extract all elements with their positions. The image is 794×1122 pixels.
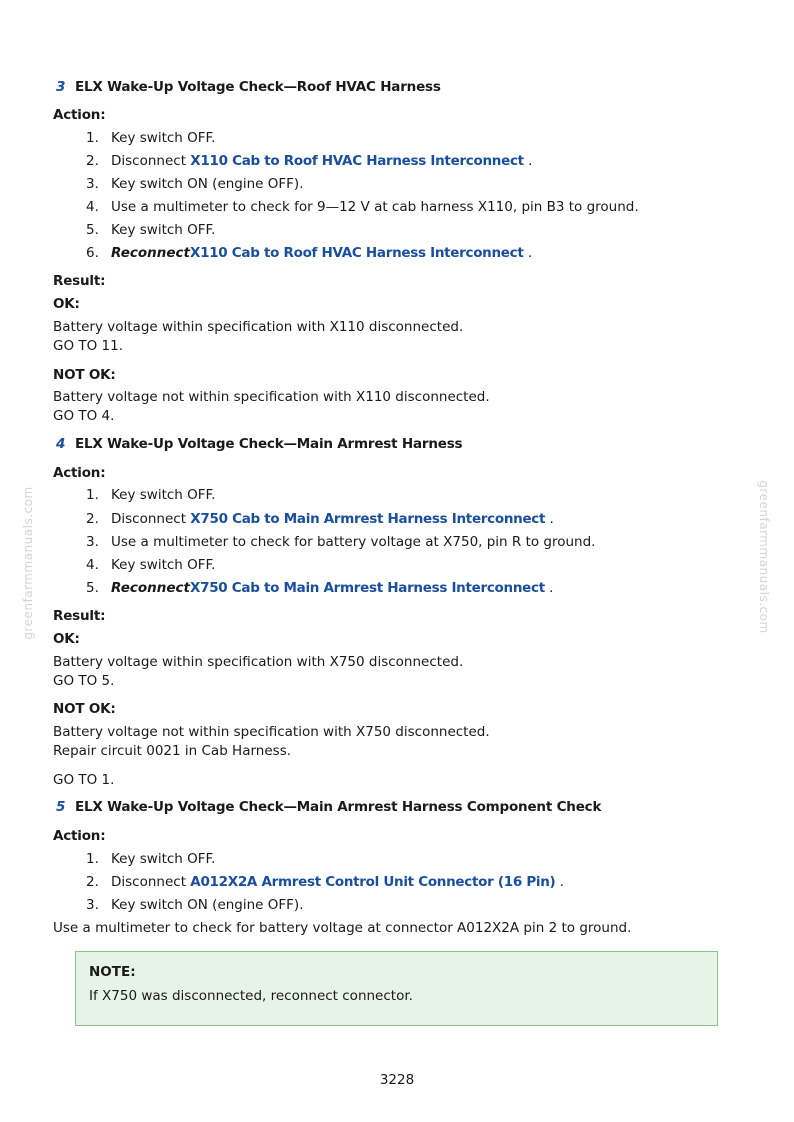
note-title: NOTE: xyxy=(89,964,136,980)
ok-label: OK: xyxy=(53,631,80,647)
step-3-heading xyxy=(56,79,441,95)
list-item xyxy=(86,580,553,596)
item-number: 3. xyxy=(86,176,99,192)
action-label: Action: xyxy=(53,107,106,123)
item-number: 2. xyxy=(86,153,99,169)
list-item xyxy=(86,874,564,890)
item-text: Key switch ON (engine OFF). xyxy=(111,897,304,913)
item-number: 5. xyxy=(86,580,99,596)
item-text: Key switch OFF. xyxy=(111,557,216,573)
list-item xyxy=(86,153,532,169)
list-item xyxy=(86,222,215,238)
action-label: Action: xyxy=(53,465,106,481)
repair-text: Repair circuit 0021 in Cab Harness. xyxy=(53,743,292,759)
page-number: 3228 xyxy=(379,1072,415,1088)
step-number: 3 xyxy=(56,79,66,95)
item-number: 3. xyxy=(86,897,99,913)
not-ok-goto: GO TO 4. xyxy=(53,408,115,424)
item-text: Key switch OFF. xyxy=(111,487,216,503)
ok-goto: GO TO 11. xyxy=(53,338,124,354)
item-text: Key switch OFF. xyxy=(111,130,216,146)
item-text: Disconnect xyxy=(111,874,191,890)
ok-text: Battery voltage within specification with X110 disconnected. xyxy=(53,319,464,335)
step-number: 4 xyxy=(56,436,66,452)
step-title: ELX Wake-Up Voltage Check—Main Armrest Harness xyxy=(75,436,463,452)
list-item xyxy=(86,199,639,215)
connector-link[interactable]: X750 Cab to Main Armrest Harness Interconnect xyxy=(190,511,546,527)
item-number: 1. xyxy=(86,487,99,503)
list-item xyxy=(86,245,532,261)
item-text: Key switch ON (engine OFF). xyxy=(111,176,304,192)
list-item xyxy=(86,130,215,146)
item-emphasis: Reconnect xyxy=(111,580,190,596)
item-number: 4. xyxy=(86,199,99,215)
watermark-left: greenfarmmanuals.com xyxy=(21,486,35,640)
ok-label: OK: xyxy=(53,296,80,312)
list-item xyxy=(86,534,595,550)
goto-text: GO TO 1. xyxy=(53,772,115,788)
item-suffix: . xyxy=(523,153,533,169)
connector-link[interactable]: X110 Cab to Roof HVAC Harness Interconnect xyxy=(190,245,524,261)
connector-link[interactable]: A012X2A Armrest Control Unit Connector (16 Pin) xyxy=(190,874,556,890)
item-text: Disconnect xyxy=(111,511,191,527)
connector-link[interactable]: X110 Cab to Roof HVAC Harness Interconnect xyxy=(190,153,524,169)
not-ok-label: NOT OK: xyxy=(53,701,116,717)
instruction-text: Use a multimeter to check for battery voltage at connector A012X2A pin 2 to ground. xyxy=(53,920,632,936)
not-ok-text: Battery voltage not within specification with X110 disconnected. xyxy=(53,389,490,405)
item-text: Disconnect xyxy=(111,153,191,169)
watermark-right: greenfarmmanuals.com xyxy=(757,480,771,634)
item-text: Key switch OFF. xyxy=(111,222,216,238)
step-title: ELX Wake-Up Voltage Check—Main Armrest Harness Component Check xyxy=(75,799,602,815)
item-number: 4. xyxy=(86,557,99,573)
step-title: ELX Wake-Up Voltage Check—Roof HVAC Harness xyxy=(75,79,441,95)
note-text: If X750 was disconnected, reconnect connector. xyxy=(89,988,413,1004)
result-label: Result: xyxy=(53,273,106,289)
item-text: Key switch OFF. xyxy=(111,851,216,867)
step-4-heading xyxy=(56,436,462,452)
list-item xyxy=(86,851,215,867)
item-suffix: . xyxy=(545,511,554,527)
item-text: Use a multimeter to check for 9—12 V at cab harness X110, pin B3 to ground. xyxy=(111,199,639,215)
list-item xyxy=(86,487,215,503)
item-number: 2. xyxy=(86,511,99,527)
step-5-heading xyxy=(56,799,601,815)
item-number: 3. xyxy=(86,534,99,550)
item-suffix: . xyxy=(544,580,554,596)
note-box xyxy=(75,951,718,1026)
list-item xyxy=(86,176,304,192)
ok-text: Battery voltage within specification with X750 disconnected. xyxy=(53,654,464,670)
item-suffix: . xyxy=(555,874,565,890)
list-item xyxy=(86,557,215,573)
result-label: Result: xyxy=(53,608,106,624)
list-item xyxy=(86,897,304,913)
ok-goto: GO TO 5. xyxy=(53,673,115,689)
item-emphasis: Reconnect xyxy=(111,245,190,261)
action-label: Action: xyxy=(53,828,106,844)
item-number: 5. xyxy=(86,222,99,238)
item-number: 2. xyxy=(86,874,99,890)
list-item xyxy=(86,511,554,527)
item-number: 1. xyxy=(86,130,99,146)
not-ok-text: Battery voltage not within specification with X750 disconnected. xyxy=(53,724,490,740)
not-ok-label: NOT OK: xyxy=(53,367,116,383)
item-text: Use a multimeter to check for battery voltage at X750, pin R to ground. xyxy=(111,534,596,550)
step-number: 5 xyxy=(56,799,66,815)
item-number: 6. xyxy=(86,245,99,261)
item-number: 1. xyxy=(86,851,99,867)
connector-link[interactable]: X750 Cab to Main Armrest Harness Interconnect xyxy=(190,580,545,596)
item-suffix: . xyxy=(523,245,533,261)
